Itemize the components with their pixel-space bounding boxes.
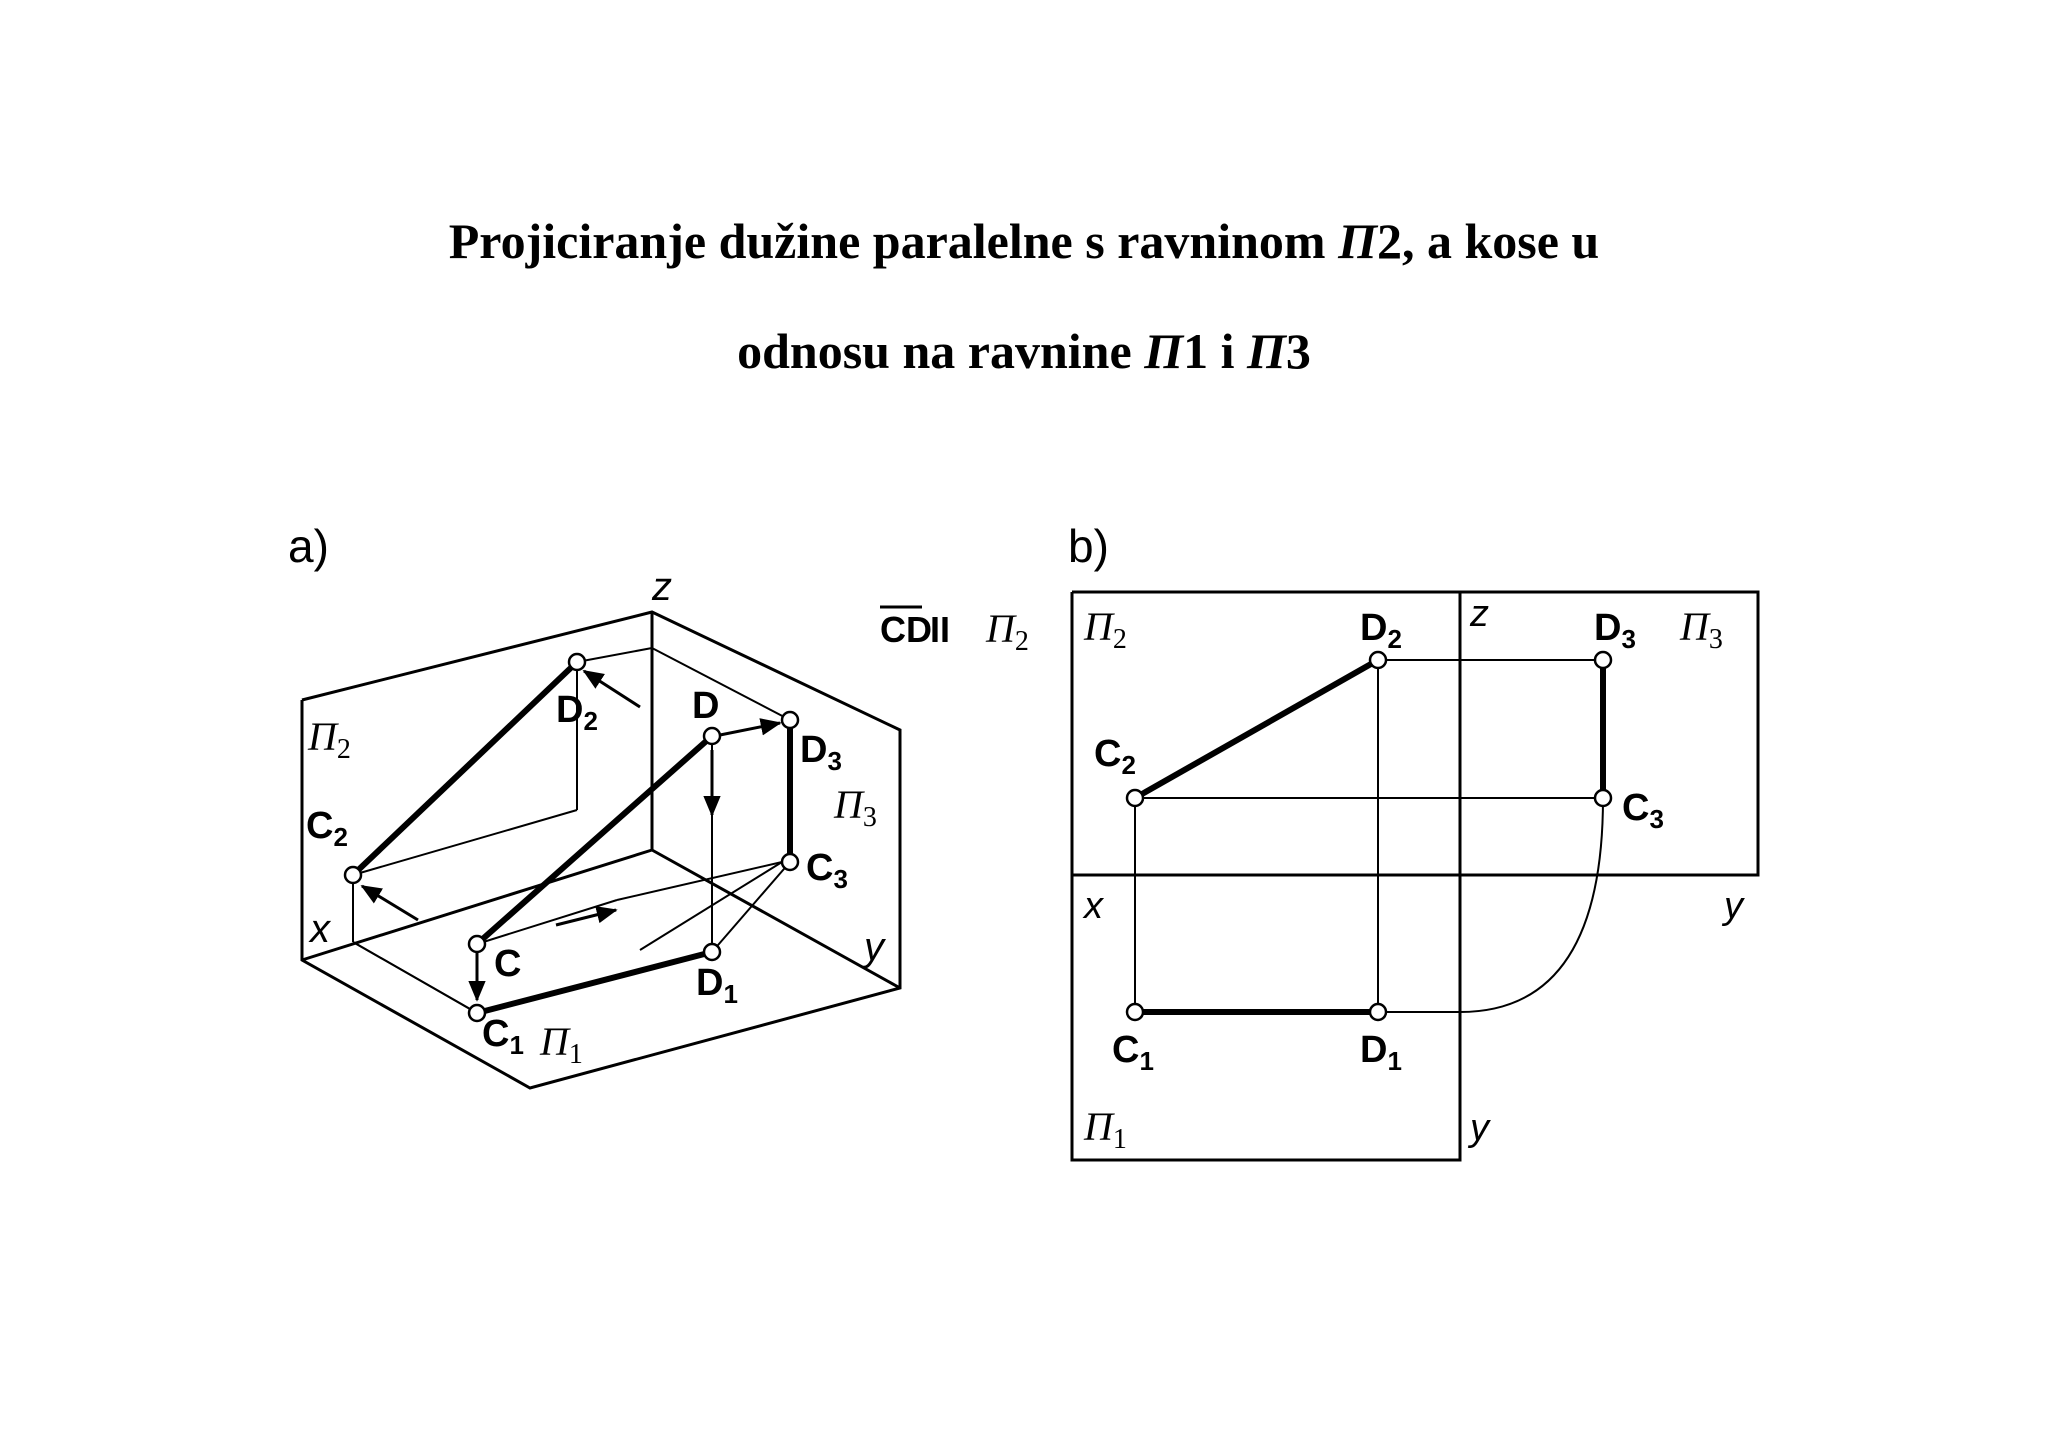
title-text-2b: 1 i: [1183, 323, 1247, 379]
axis-z-label-a: z: [652, 565, 672, 609]
axis-y-right-label-b: y: [1724, 885, 1743, 927]
point-c2: [345, 867, 361, 883]
label-d-a: D: [692, 685, 720, 727]
point-d: [704, 728, 720, 744]
point-d1: [704, 944, 720, 960]
label-c1-b: $C_1$: [1112, 1029, 1154, 1076]
point-c3-b: [1595, 790, 1611, 806]
plane-pi1-label-a: $\Pi_1$: [540, 1019, 583, 1070]
title-text-1b: 2, a kose u: [1376, 213, 1600, 269]
label-c3-b: $C_3$: [1622, 787, 1664, 834]
label-d1-a: $D_1$: [696, 962, 738, 1009]
label-d2-b: $D_2$: [1360, 607, 1402, 654]
title-pi-symbol-1: Π: [1144, 323, 1184, 379]
relation-segment-label: CD: [880, 609, 932, 650]
point-c3: [782, 854, 798, 870]
point-d3-b: [1595, 652, 1611, 668]
plane-pi3-label-a: $\Pi_3$: [834, 782, 877, 833]
relation-plane-label: $\Pi_2$: [986, 606, 1029, 657]
label-d3-b: $D_3$: [1594, 607, 1636, 654]
title-text-1a: Projiciranje dužine paralelne s ravninom: [448, 213, 1339, 269]
label-c2-b: $C_2$: [1094, 733, 1136, 780]
arrow-c-to-c2: [362, 886, 418, 920]
label-c1-a: $C_1$: [482, 1013, 524, 1060]
label-d1-b: $D_1$: [1360, 1029, 1402, 1076]
title-text-2a: odnosu na ravnine: [737, 323, 1145, 379]
plane-pi3-label-b: $\Pi_3$: [1680, 604, 1723, 655]
figure-a: [288, 520, 900, 1088]
plane-pi2-label-b: $\Pi_2$: [1084, 604, 1127, 655]
relation-parallel-symbol: II: [930, 609, 951, 650]
arrow-d-to-d2: [584, 671, 640, 707]
figure-a-label: a): [288, 520, 329, 572]
axis-y-label-a: y: [864, 925, 884, 969]
projection-lines-b: [1135, 660, 1603, 1012]
point-c2-b: [1127, 790, 1143, 806]
axis-x-label-b: x: [1084, 885, 1103, 927]
title-pi-symbol-3: Π: [1247, 323, 1286, 379]
point-d1-b: [1370, 1004, 1386, 1020]
label-c2-a: $C_2$: [306, 805, 348, 852]
axis-z-label-b: z: [1470, 593, 1489, 635]
label-c-a: C: [494, 943, 522, 985]
point-c: [469, 936, 485, 952]
axis-x-label-a: x: [310, 907, 330, 951]
figure-b-label: b): [1068, 520, 1109, 572]
axis-y-bottom-label-b: y: [1470, 1107, 1489, 1149]
point-d2-b: [1370, 652, 1386, 668]
title-pi-symbol: Π: [1338, 213, 1377, 269]
point-c1-b: [1127, 1004, 1143, 1020]
point-d2: [569, 654, 585, 670]
arrow-d-to-d3: [715, 723, 780, 736]
label-c3-a: $C_3$: [806, 847, 848, 894]
plane-pi1-label-b: $\Pi_1$: [1084, 1104, 1127, 1155]
figure-b: [880, 520, 1758, 1160]
point-d3: [782, 712, 798, 728]
plane-pi2-label-a: $\Pi_2$: [308, 714, 351, 765]
title-text-2c: 3: [1285, 323, 1311, 379]
arrow-c-to-axis: [556, 910, 616, 925]
segment-cd: [477, 736, 712, 944]
segment-c2d2-b: [1135, 660, 1378, 798]
label-d2-a: $D_2$: [556, 689, 598, 736]
label-d3-a: $D_3$: [800, 729, 842, 776]
